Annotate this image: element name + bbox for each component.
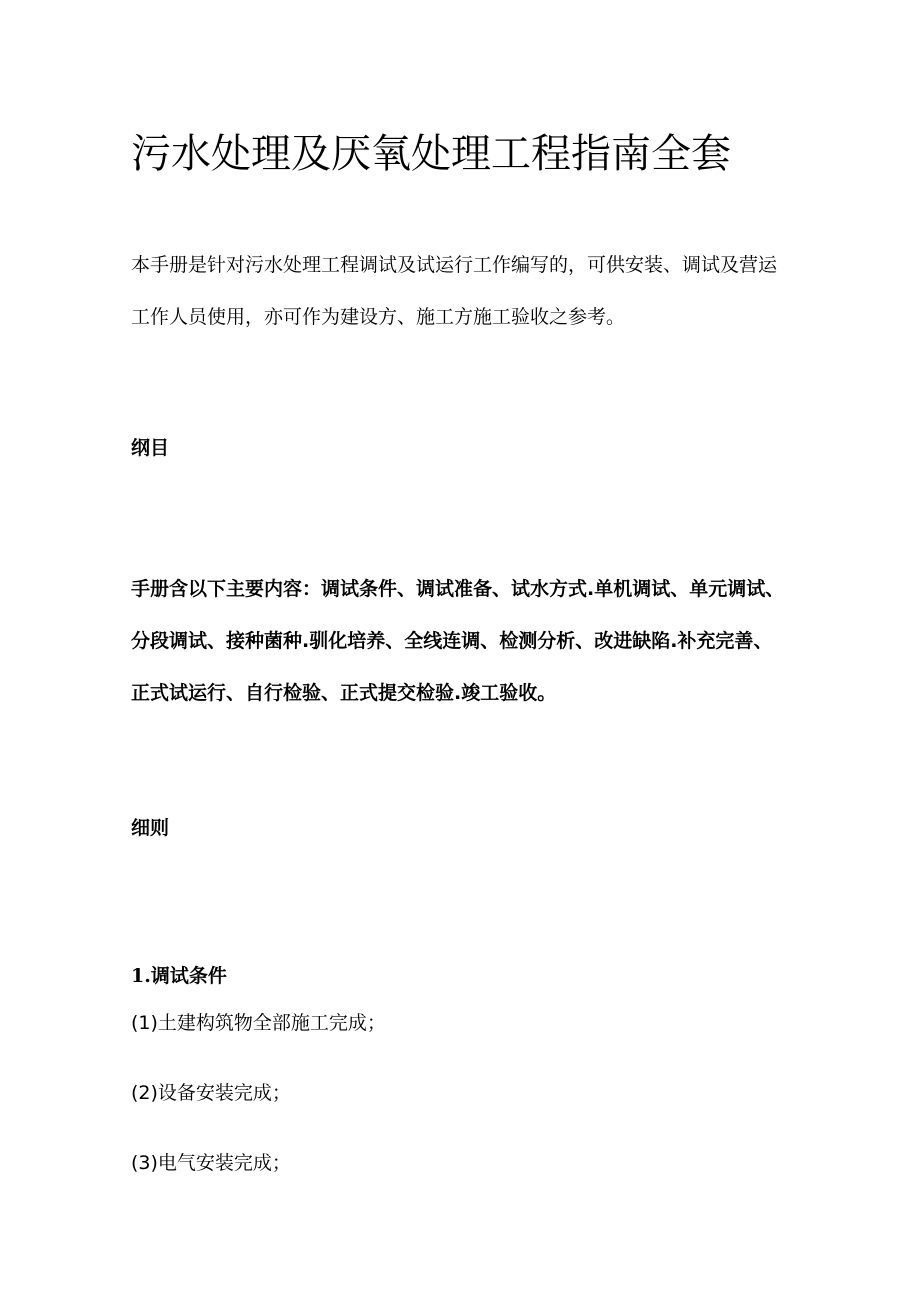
summary-paragraph: 手册含以下主要内容：调试条件、调试准备、试水方式.单机调试、单元调试、分段调试、接种菌种.驯化培养、全线连调、检测分析、改进缺陷.补充完善、正式试运行、自行检验、正式提交检验.竣工验收。 bbox=[131, 578, 785, 704]
outline-heading: 纲目 bbox=[131, 437, 170, 459]
list-item: (2)设备安装完成； bbox=[131, 1082, 291, 1104]
list-item: (1)土建构筑物全部施工完成； bbox=[131, 1012, 386, 1034]
section-1-title bbox=[131, 961, 227, 991]
document-title: 污水处理及厌氧处理工程指南全套 bbox=[131, 131, 731, 177]
list-item: (3)电气安装完成； bbox=[131, 1152, 291, 1174]
section-1-number: 1. bbox=[131, 965, 151, 987]
intro-paragraph: 本手册是针对污水处理工程调试及试运行工作编写的，可供安装、调试及营运工作人员使用，亦可作为建设方、施工方施工验收之参考。 bbox=[131, 254, 778, 328]
details-heading: 细则 bbox=[131, 817, 170, 839]
section-1-label: 调试条件 bbox=[150, 965, 227, 987]
